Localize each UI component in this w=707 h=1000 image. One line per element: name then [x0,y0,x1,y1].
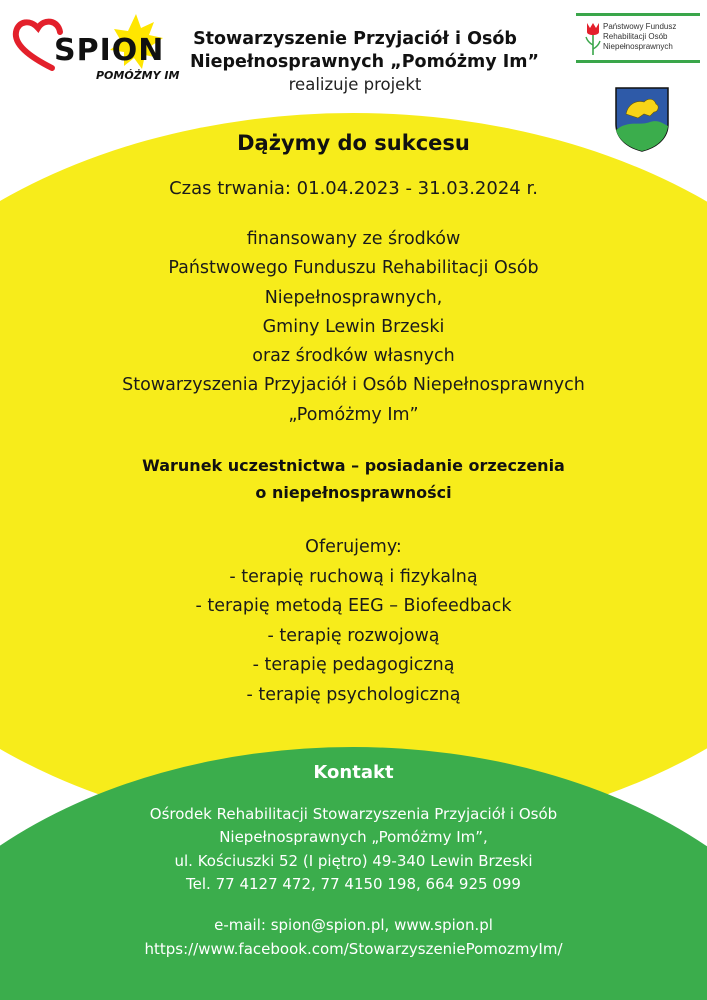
pfron-logo [576,13,700,63]
funding-line-1: finansowany ze środków [246,229,461,249]
pfron-line-3: Niepełnosprawnych [603,42,673,51]
header [190,28,540,96]
org-name-line-1: Stowarzyszenie Przyjaciół i Osób [193,29,517,49]
tulip-icon [584,21,602,57]
spion-logo [8,8,188,88]
project-title: Dążymy do sukcesu [237,131,470,155]
pfron-line-1: Państwowy Fundusz [603,22,677,31]
funding-block [40,225,667,430]
contact-email-link[interactable]: e-mail: spion@spion.pl, www.spion.pl [214,916,493,934]
contact-line-2: Niepełnosprawnych „Pomóżmy Im”, [219,828,488,847]
offer-item: - terapię pedagogiczną [252,655,455,675]
contact-phone: Tel. 77 4127 472, 77 4150 198, 664 925 099 [186,874,521,893]
spion-tagline: POMÓŻMY IM [96,69,180,82]
contact-line-3: ul. Kościuszki 52 (I piętro) 49-340 Lewin Brzeski [174,851,533,870]
spion-wordmark: SPION [54,33,165,68]
offer-item: - terapię metodą EEG – Biofeedback [195,596,512,616]
offer-item: - terapię rozwojową [267,625,440,646]
offer-list [40,533,667,710]
project-duration: Czas trwania: 01.04.2023 - 31.03.2024 r. [169,178,538,199]
funding-line-3: Niepełnosprawnych, [264,287,443,308]
funding-line-5: oraz środków własnych [252,346,455,367]
pfron-line-2: Rehabilitacji Osób [603,32,668,41]
contact-online [40,913,667,961]
funding-line-7: „Pomóżmy Im” [288,404,419,425]
participation-condition [40,452,667,506]
pfron-name [603,22,676,52]
offer-title: Oferujemy: [305,537,402,557]
header-subtitle: realizuje projekt [288,75,422,94]
condition-line-2: o niepełnosprawności [255,483,452,502]
contact-address [40,803,667,896]
funding-line-4: Gminy Lewin Brzeski [262,316,445,337]
funding-line-2: Państwowego Funduszu Rehabilitacji Osób [168,258,539,279]
org-name-line-2: Niepełnosprawnych „Pomóżmy Im” [190,52,540,72]
facebook-link[interactable]: https://www.facebook.com/StowarzyszeniePomozmyIm/ [144,940,563,958]
contact-title: Kontakt [313,762,394,783]
pfron-top-bar [576,13,700,16]
condition-line-1: Warunek uczestnictwa – posiadanie orzeczenia [142,456,565,475]
contact-line-1: Ośrodek Rehabilitacji Stowarzyszenia Przyjaciół i Osób [149,805,558,823]
spion-logo-graphic [8,8,188,88]
offer-item: - terapię psychologiczną [246,684,461,705]
offer-item: - terapię ruchową i fizykalną [229,566,478,587]
pfron-bottom-bar [576,60,700,63]
funding-line-6: Stowarzyszenia Przyjaciół i Osób Niepełnosprawnych [122,375,585,396]
